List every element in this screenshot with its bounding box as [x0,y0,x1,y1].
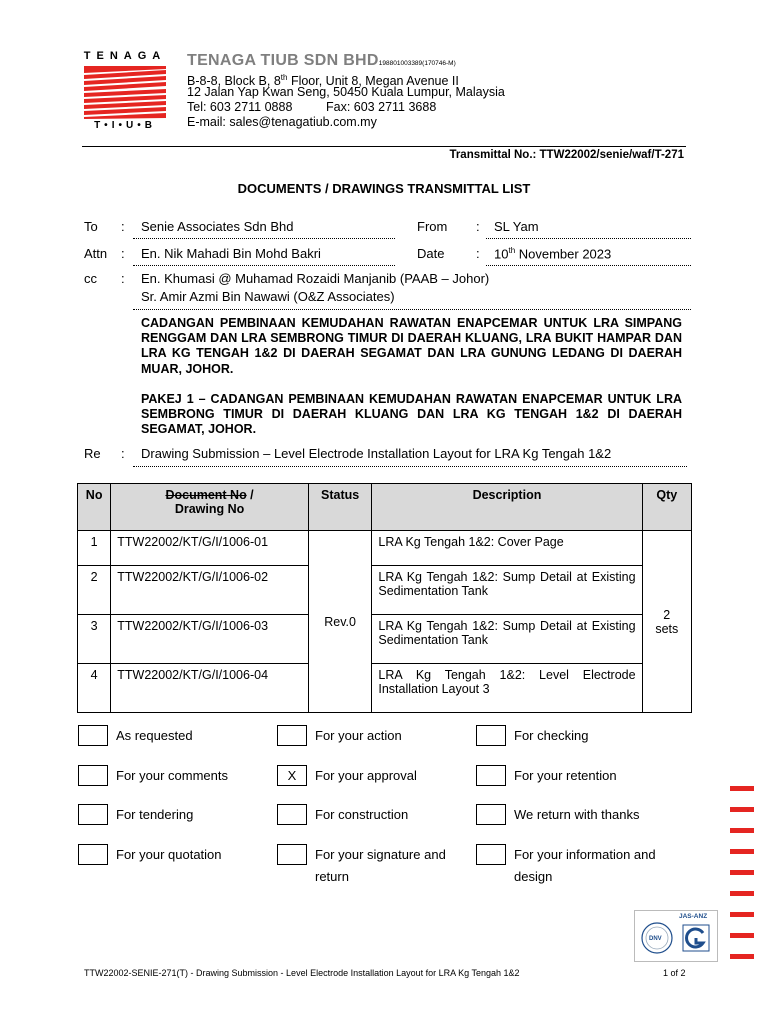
row-description: LRA Kg Tengah 1&2: Cover Page [372,531,642,566]
address-line-2: 12 Jalan Yap Kwan Seng, 50450 Kuala Lumpur, Malaysia [187,85,505,99]
checkbox-label: For your information and design [514,847,656,884]
address-line-1: B-8-8, Block B, 8th Floor, Unit 8, Megan Avenue II [187,73,459,89]
checkbox-label: For your signature and return [315,847,446,884]
attn-value: En. Nik Mahadi Bin Mohd Bakri [141,246,321,261]
date-value: 10th November 2023 [494,246,612,262]
table-header-row [78,484,692,531]
row-drawing-no: TTW22002/KT/G/I/1006-03 [111,615,309,664]
from-colon: : [476,219,480,234]
to-dotted-line [133,238,395,239]
header-qty: Qty [642,484,691,531]
package-title: PAKEJ 1 – CADANGAN PEMBINAAN KEMUDAHAN RAWATAN ENAPCEMAR UNTUK LRA SEMBRONG TIMUR DI DAERAH KLUANG DAN LRA KG TENGAH 1&2 DI DAERAH SEGAMAT, JOHOR. [141,392,682,437]
from-dotted-line [486,238,691,239]
checkbox-as-requested[interactable] [78,725,108,746]
status-cell: Rev.0 [308,531,372,713]
qty-cell: 2 sets [642,531,691,713]
certification-badge [634,910,718,962]
re-value: Drawing Submission – Level Electrode Installation Layout for LRA Kg Tengah 1&2 [141,446,612,461]
side-mark [730,807,754,812]
header-no: No [78,484,111,531]
logo-wave-icon [82,64,168,120]
side-mark [730,870,754,875]
side-mark [730,828,754,833]
table-row [78,566,692,615]
row-drawing-no: TTW22002/KT/G/I/1006-02 [111,566,309,615]
table-row [78,531,692,566]
transmittal-table [77,483,692,713]
jas-anz-text: JAS-ANZ [679,913,708,920]
logo-bottom-text: T•I•U•B [94,120,156,131]
row-drawing-no: TTW22002/KT/G/I/1006-04 [111,664,309,713]
company-name: TENAGA TIUB SDN BHD198801003389(170746-M) [187,52,456,69]
row-no: 2 [78,566,111,615]
checkbox-for-your-signature-and-return[interactable] [277,844,307,865]
checkbox-for-your-approval[interactable]: X [277,765,307,786]
attn-dotted-line [133,265,395,266]
re-dotted-line [133,466,687,467]
logo-top-text: TENAGA [83,50,167,62]
checkbox-for-your-action[interactable] [277,725,307,746]
from-value: SL Yam [494,219,539,234]
checkbox-for-your-quotation[interactable] [78,844,108,865]
cc-dotted-line [133,309,691,310]
checkbox-label: For your retention [514,768,617,783]
row-description: LRA Kg Tengah 1&2: Sump Detail at Existing Sedimentation Tank [372,566,642,615]
checkbox-label: For your action [315,728,402,743]
fax: Fax: 603 2711 3688 [326,100,437,114]
table-row [78,615,692,664]
side-mark [730,954,754,959]
row-no: 1 [78,531,111,566]
cc-line-2: Sr. Amir Azmi Bin Nawawi (O&Z Associates) [141,289,395,304]
email[interactable]: E-mail: sales@tenagatiub.com.my [187,115,377,129]
side-mark [730,786,754,791]
to-label: To [84,219,98,234]
date-colon: : [476,246,480,261]
row-description: LRA Kg Tengah 1&2: Sump Detail at Existing Sedimentation Tank [372,615,642,664]
cc-colon: : [121,271,125,286]
checkbox-label: For your comments [116,768,228,783]
header-status: Status [308,484,372,531]
cc-line-1: En. Khumasi @ Muhamad Rozaidi Manjanib (PAAB – Johor) [141,271,490,286]
header-rule [82,146,686,147]
checkbox-for-your-comments[interactable] [78,765,108,786]
checkbox-we-return-with-thanks[interactable] [476,804,506,825]
side-mark [730,849,754,854]
row-no: 3 [78,615,111,664]
project-title: CADANGAN PEMBINAAN KEMUDAHAN RAWATAN ENAPCEMAR UNTUK LRA SIMPANG RENGGAM DAN LRA SEMBRONG TIMUR DI DAERAH KLUANG, LRA BUKIT HAMPAR DAN LRA KG TENGAH 1&2 DI DAERAH SEGAMAT DAN LRA GUNUNG LEDANG DI DAERAH MUAR, JOHOR. [141,316,682,376]
re-label: Re [84,446,101,461]
checkbox-label: For your approval [315,768,417,783]
header-drawing-no: Document No / Drawing No [111,484,309,531]
date-dotted-line [486,265,691,266]
table-row [78,664,692,713]
side-mark [730,933,754,938]
to-colon: : [121,219,125,234]
checkbox-for-tendering[interactable] [78,804,108,825]
checkbox-for-construction[interactable] [277,804,307,825]
checkbox-label: For construction [315,807,409,822]
checkbox-label: For tendering [116,807,194,822]
checkbox-for-your-information-and-design[interactable] [476,844,506,865]
re-colon: : [121,446,125,461]
dnv-text: DNV [649,936,662,942]
to-value: Senie Associates Sdn Bhd [141,219,294,234]
company-logo [82,50,168,132]
from-label: From [417,219,448,234]
checkbox-label: We return with thanks [514,807,640,822]
row-description: LRA Kg Tengah 1&2: Level Electrode Installation Layout 3 [372,664,642,713]
checkbox-for-checking[interactable] [476,725,506,746]
attn-label: Attn [84,246,108,261]
footer-text: TTW22002-SENIE-271(T) - Drawing Submission - Level Electrode Installation Layout for LRA Kg Tengah 1&2 [84,968,520,978]
row-no: 4 [78,664,111,713]
row-drawing-no: TTW22002/KT/G/I/1006-01 [111,531,309,566]
page-number: 1 of 2 [663,968,686,978]
header-description: Description [372,484,642,531]
side-mark [730,912,754,917]
document-title: DOCUMENTS / DRAWINGS TRANSMITTAL LIST [237,181,531,196]
checkbox-for-your-retention[interactable] [476,765,506,786]
transmittal-number: Transmittal No.: TTW22002/senie/waf/T-271 [449,149,684,161]
tel: Tel: 603 2711 0888 [187,100,293,114]
attn-colon: : [121,246,125,261]
checkbox-label: As requested [116,728,193,743]
checkbox-label: For your quotation [116,847,222,862]
cc-label: cc [84,271,97,286]
checkbox-label: For checking [514,728,589,743]
company-reg-number: 198801003389(170746-M) [378,60,456,67]
side-mark [730,891,754,896]
date-label: Date [417,246,445,261]
